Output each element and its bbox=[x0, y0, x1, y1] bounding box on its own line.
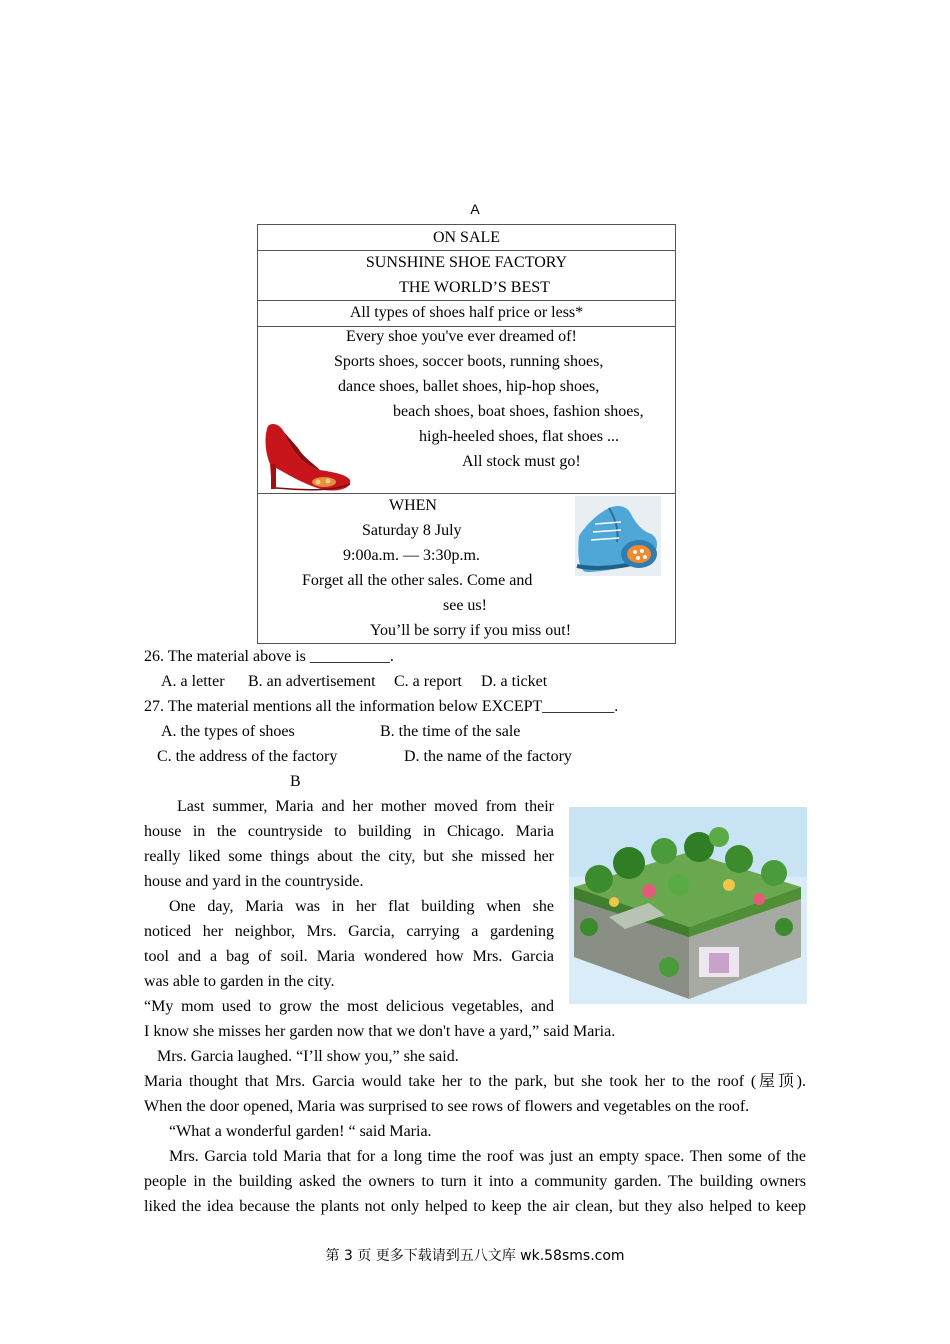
passage-line: house in the countryside to building in Chicago. Maria bbox=[144, 823, 554, 840]
passage-paragraph-6: “What a wonderful garden! “ said Maria. bbox=[169, 1123, 432, 1140]
passage-line: One day, Maria was in her flat building when she bbox=[169, 898, 554, 915]
passage-line: Last summer, Maria and her mother moved from their bbox=[177, 798, 554, 815]
passage-line: When the door opened, Maria was surprised to see rows of flowers and vegetables on the roof. bbox=[144, 1098, 750, 1115]
ad-call-line: Forget all the other sales. Come and bbox=[302, 572, 533, 589]
passage-paragraph-1 bbox=[144, 794, 554, 894]
passage-line: liked the idea because the plants not only helped to keep the air clean, but they also helped to keep bbox=[144, 1198, 806, 1215]
shoe-list-line: high-heeled shoes, flat shoes ... bbox=[419, 428, 619, 445]
ad-closing-line: You’ll be sorry if you miss out! bbox=[370, 622, 572, 639]
red-high-heel-shoe-icon bbox=[262, 418, 354, 492]
blue-sneaker-icon bbox=[575, 496, 661, 576]
ad-row-when bbox=[258, 493, 675, 643]
passage-line: Mrs. Garcia told Maria that for a long time the roof was just an empty space. Then some of the bbox=[169, 1148, 806, 1165]
passage-line: people in the building asked the owners to turn it into a community garden. The building owners bbox=[144, 1173, 806, 1190]
shoe-list-line: All stock must go! bbox=[462, 453, 581, 470]
q27-option-a: A. the types of shoes bbox=[161, 723, 295, 740]
passage-line: I know she misses her garden now that we don't have a yard,” said Maria. bbox=[144, 1023, 616, 1040]
q26-option-c: C. a report bbox=[394, 673, 462, 690]
question-27: 27. The material mentions all the information below EXCEPT_________. bbox=[144, 698, 619, 715]
q26-option-a: A. a letter bbox=[161, 673, 225, 690]
sale-time: 9:00a.m. — 3:30p.m. bbox=[343, 547, 480, 564]
q27-option-b: B. the time of the sale bbox=[380, 723, 521, 740]
passage-paragraph-7 bbox=[144, 1144, 806, 1219]
shoe-list-line: beach shoes, boat shoes, fashion shoes, bbox=[393, 403, 644, 420]
section-b-label: B bbox=[290, 773, 301, 790]
sale-date: Saturday 8 July bbox=[362, 522, 462, 539]
passage-line: noticed her neighbor, Mrs. Garcia, carrying a gardening bbox=[144, 923, 554, 940]
shoe-list-line: dance shoes, ballet shoes, hip-hop shoes, bbox=[338, 378, 600, 395]
passage-paragraph-5 bbox=[144, 1069, 806, 1119]
q26-option-d: D. a ticket bbox=[481, 673, 548, 690]
ad-row-on-sale bbox=[258, 225, 675, 251]
ad-row-shoe-types bbox=[258, 326, 675, 494]
factory-slogan: THE WORLD’S BEST bbox=[399, 279, 550, 296]
rooftop-garden-icon bbox=[569, 807, 807, 1004]
factory-name: SUNSHINE SHOE FACTORY bbox=[365, 254, 568, 271]
ad-row-discount bbox=[258, 300, 675, 327]
passage-line: “My mom used to grow the most delicious vegetables, and bbox=[144, 998, 554, 1015]
passage-paragraph-4: Mrs. Garcia laughed. “I’ll show you,” she said. bbox=[157, 1048, 459, 1065]
question-26: 26. The material above is __________. bbox=[144, 648, 394, 665]
shoe-list-line: Every shoe you've ever dreamed of! bbox=[346, 328, 577, 345]
passage-line: was able to garden in the city. bbox=[144, 973, 335, 990]
section-a-label: A bbox=[470, 201, 480, 217]
shoe-list-line: Sports shoes, soccer boots, running shoes, bbox=[334, 353, 604, 370]
passage-line: tool and a bag of soil. Maria wondered how Mrs. Garcia bbox=[144, 948, 554, 965]
page-footer: 第 3 页 更多下载请到五八文库 wk.58sms.com bbox=[325, 1248, 625, 1264]
passage-line: house and yard in the countryside. bbox=[144, 873, 364, 890]
passage-line: really liked some things about the city, but she missed her bbox=[144, 848, 554, 865]
on-sale-text: ON SALE bbox=[432, 229, 501, 246]
sale-advertisement bbox=[257, 224, 676, 644]
passage-line: Maria thought that Mrs. Garcia would take her to the park, but she took her to the roof (屋顶). bbox=[144, 1073, 806, 1090]
passage-paragraph-2 bbox=[144, 894, 554, 994]
q27-option-c: C. the address of the factory bbox=[157, 748, 338, 765]
q26-option-b: B. an advertisement bbox=[248, 673, 376, 690]
discount-text: All types of shoes half price or less* bbox=[349, 304, 584, 321]
ad-row-factory bbox=[258, 250, 675, 301]
ad-call-line: see us! bbox=[443, 597, 487, 614]
when-heading: WHEN bbox=[389, 497, 437, 514]
q27-option-d: D. the name of the factory bbox=[404, 748, 572, 765]
